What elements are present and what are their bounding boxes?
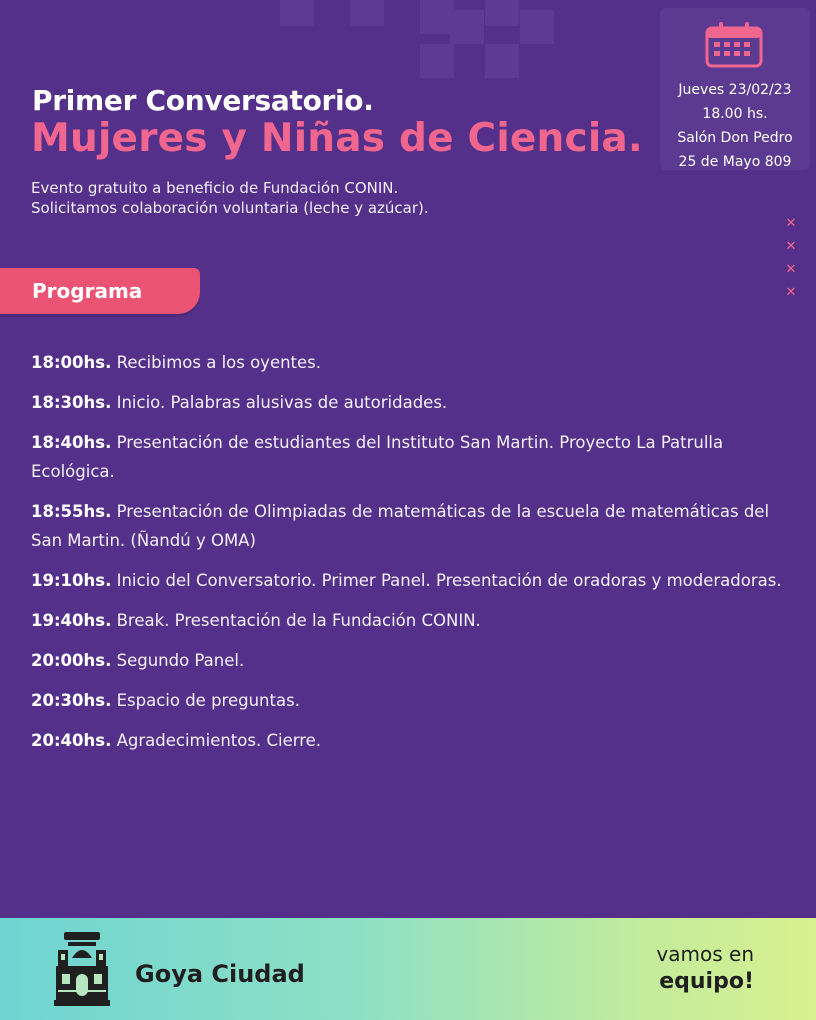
schedule-time: 20:00hs. (31, 651, 112, 670)
schedule-time: 19:10hs. (31, 571, 112, 590)
schedule-item (31, 497, 787, 555)
schedule-time: 20:40hs. (31, 731, 112, 750)
event-info-card (660, 8, 810, 170)
calendar-icon (705, 20, 765, 70)
city-crest-icon (54, 932, 110, 1006)
event-venue: Salón Don Pedro (677, 130, 793, 146)
event-date: Jueves 23/02/23 (678, 82, 792, 98)
title-line-2: Mujeres y Niñas de Ciencia. (31, 116, 643, 161)
schedule-time: 20:30hs. (31, 691, 112, 710)
schedule-item (31, 606, 787, 635)
event-address: 25 de Mayo 809 (678, 154, 792, 170)
checker-pattern (280, 0, 560, 80)
schedule-item (31, 686, 787, 715)
program-heading-tab (0, 268, 200, 314)
schedule-time: 18:55hs. (31, 502, 112, 521)
decorative-crosses (784, 212, 798, 304)
schedule-item (31, 646, 787, 675)
schedule-text: Inicio. Palabras alusivas de autoridades. (116, 393, 448, 412)
cross-icon: ✕ (785, 216, 797, 231)
schedule-text: Espacio de preguntas. (116, 691, 300, 710)
program-heading: Programa (32, 279, 143, 303)
schedule-time: 19:40hs. (31, 611, 112, 630)
intro-text (31, 178, 429, 218)
event-time: 18.00 hs. (702, 106, 768, 122)
schedule-item (31, 566, 787, 595)
program-schedule (31, 348, 787, 766)
cross-icon: ✕ (785, 285, 797, 300)
schedule-item (31, 726, 787, 755)
schedule-time: 18:30hs. (31, 393, 112, 412)
slogan-line-1: vamos en (656, 942, 754, 966)
schedule-text: Presentación de estudiantes del Instituto San Martin. Proyecto La Patrulla Ecológica. (31, 433, 724, 481)
slogan (656, 940, 754, 996)
schedule-item (31, 388, 787, 417)
schedule-text: Break. Presentación de la Fundación CONIN. (116, 611, 481, 630)
intro-line-2: Solicitamos colaboración voluntaria (leche y azúcar). (31, 199, 429, 217)
schedule-time: 18:00hs. (31, 353, 112, 372)
schedule-time: 18:40hs. (31, 433, 112, 452)
title-line-1: Primer Conversatorio. (32, 84, 374, 117)
schedule-text: Inicio del Conversatorio. Primer Panel. Presentación de oradoras y moderadoras. (116, 571, 782, 590)
cross-icon: ✕ (785, 262, 797, 277)
cross-icon: ✕ (785, 239, 797, 254)
schedule-item (31, 348, 787, 377)
schedule-text: Presentación de Olimpiadas de matemáticas de la escuela de matemáticas del San Martin. (Ñandú y OMA) (31, 502, 770, 550)
footer-bar (0, 918, 816, 1020)
city-name: Goya Ciudad (135, 960, 305, 988)
schedule-text: Segundo Panel. (116, 651, 245, 670)
intro-line-1: Evento gratuito a beneficio de Fundación CONIN. (31, 179, 399, 197)
slogan-line-2: equipo! (659, 969, 754, 994)
schedule-text: Recibimos a los oyentes. (116, 353, 322, 372)
schedule-text: Agradecimientos. Cierre. (116, 731, 322, 750)
schedule-item (31, 428, 787, 486)
